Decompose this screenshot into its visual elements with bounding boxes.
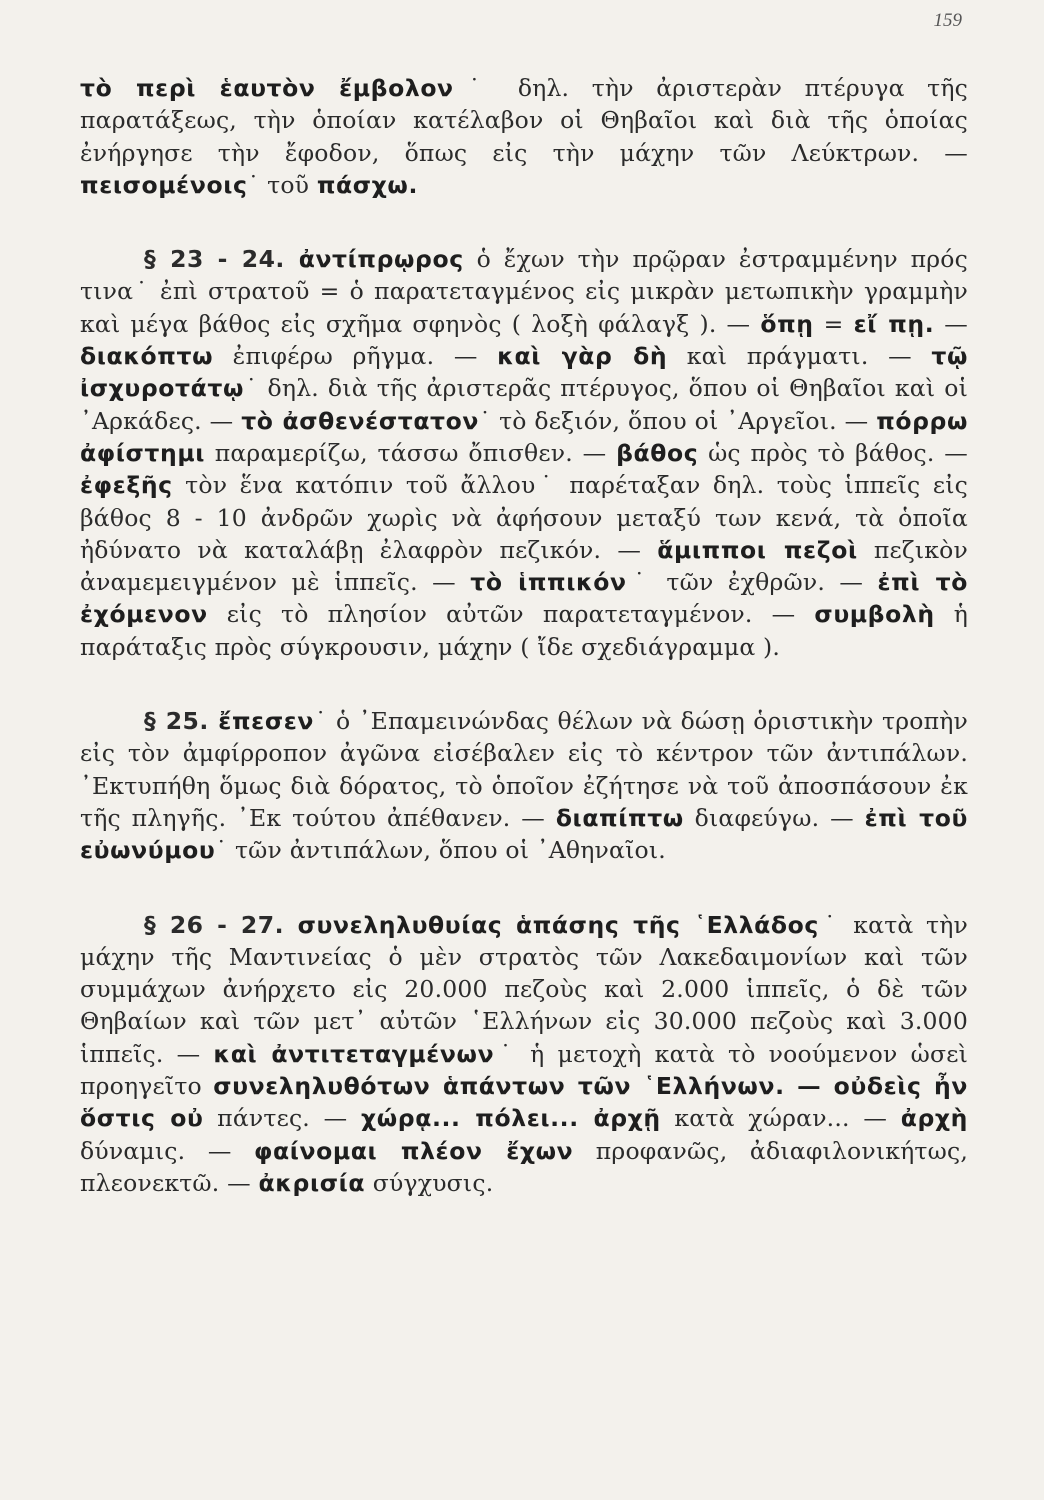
lemma-term: τὸ περὶ ἑαυτὸν ἔμβολον	[80, 74, 454, 102]
gloss-text: δύναμις. —	[80, 1136, 255, 1165]
lemma-term: διαπίπτω	[555, 803, 684, 832]
gloss-text: προφανῶς, ἀδιαφιλονικήτως, πλεονεκτῶ. —	[80, 1136, 968, 1197]
gloss-text: ὁ ἔχων τὴν πρῷραν ἐστραμμένην πρός τινα˙ ἐπὶ στρατοῦ = ὁ παρατεταγμένος εἰς μικρὰν μετωπικὴν γραμμὴν καὶ μέγα βάθος εἰς σχῆμα σφηνὸς ( λοξὴ φάλαγξ ). —	[80, 245, 969, 338]
gloss-text: κατὰ χώραν... —	[660, 1104, 901, 1133]
lemma-term: ἀντίπρῳρος	[298, 245, 464, 274]
lemma-term: χώρᾳ... πόλει... ἀρχῇ	[361, 1104, 661, 1133]
lemma-term: ἔπεσεν	[218, 707, 315, 736]
gloss-text: ˙ τῶν ἀντιπάλων, ὅπου οἱ ᾿Αθηναῖοι.	[215, 836, 666, 865]
page-number: 159	[933, 10, 962, 31]
gloss-text: ˙ τῶν ἐχθρῶν. —	[626, 568, 878, 597]
lemma-term: ὅπῃ	[760, 309, 814, 338]
section-number: § 25.	[144, 707, 219, 736]
section-number: § 23 - 24.	[144, 245, 299, 274]
gloss-text: καὶ πράγματι. —	[667, 342, 932, 371]
paragraph	[80, 72, 968, 201]
lemma-term: ἀρχὴ	[900, 1104, 968, 1133]
lemma-term: ἐπὶ τοῦ εὐωνύμου	[80, 803, 968, 865]
lemma-term: ἅμιπποι πεζοὶ	[657, 535, 858, 564]
lemma-term: συνεληλυθυίας ἁπάσης τῆς ῾Ελλάδος	[297, 910, 819, 939]
paragraph	[80, 909, 968, 1200]
lemma-term: συνεληλυθότων ἁπάντων τῶν ῾Ελλήνων. — οὐδεὶς ἦν ὅστις οὐ	[80, 1072, 968, 1133]
lemma-term: ἐπὶ τὸ ἐχόμενον	[80, 568, 968, 629]
lemma-term: πεισομένοις	[80, 170, 248, 199]
gloss-text: εἰς τὸ πλησίον αὐτῶν παρατεταγμένον. —	[207, 600, 815, 629]
lemma-term: τῷ ἰσχυροτάτῳ	[80, 342, 968, 403]
gloss-text: ˙ ὁ ᾿Επαμεινώνδας θέλων νὰ δώσῃ ὁριστικὴν τροπὴν εἰς τὸν ἀμφίρροπον ἀγῶνα εἰσέβαλεν εἰς τὸ κέντρον τῶν ἀντιπάλων. ᾿Εκτυπήθη ὅμως διὰ δόρατος, τὸ ὁποῖον ἐζήτησε νὰ τοῦ ἀποσπάσουν ἐκ τῆς πληγῆς. ᾿Εκ τούτου ἀπέθανεν. —	[80, 707, 968, 832]
lemma-term: ἀκρισία	[258, 1168, 366, 1197]
lemma-term: τὸ ἱππικόν	[470, 568, 627, 597]
paragraph	[80, 243, 968, 663]
lemma-term: ἐφεξῆς	[80, 471, 173, 500]
gloss-text: ˙ τὸ δεξιόν, ὅπου οἱ ᾿Αργεῖοι. —	[479, 406, 877, 435]
gloss-text: ˙ δηλ. διὰ τῆς ἀριστερᾶς πτέρυγος, ὅπου οἱ Θηβαῖοι καὶ οἱ ᾿Αρκάδες. —	[80, 374, 968, 435]
lemma-term: πόρρω ἀφίστημι	[80, 406, 968, 467]
gloss-text: πάντες. —	[203, 1104, 361, 1133]
gloss-text: ˙ ἡ μετοχὴ κατὰ τὸ νοούμενον ὡσεὶ προηγεῖτο	[80, 1039, 968, 1101]
gloss-text: διαφεύγω. —	[683, 803, 865, 832]
lemma-term: τὸ ἀσθενέστατον	[241, 406, 480, 435]
gloss-text: ˙ τοῦ	[247, 170, 317, 199]
gloss-text: σύγχυσις.	[365, 1168, 494, 1197]
gloss-text: πεζικὸν ἀναμεμειγμένον μὲ ἱππεῖς. —	[80, 535, 968, 597]
gloss-text: —	[934, 309, 969, 338]
gloss-text: ἡ παράταξις πρὸς σύγκρουσιν, μάχην ( ἴδε σχεδιάγραμμα ).	[80, 600, 969, 661]
lemma-term: συμβολὴ	[814, 600, 935, 629]
lemma-term: καὶ ἀντιτεταγμένων	[213, 1039, 495, 1068]
gloss-text: ὡς πρὸς τὸ βάθος. —	[698, 438, 968, 467]
gloss-text: =	[813, 309, 854, 338]
gloss-text: ˙ κατὰ τὴν μάχην τῆς Μαντινείας ὁ μὲν στρατὸς τῶν Λακεδαιμονίων καὶ τῶν συμμάχων ἀνήρχετο εἰς 20.000 πεζοὺς καὶ 2.000 ἱππεῖς, ὁ δὲ τῶν Θηβαίων καὶ τῶν μετ᾿ αὐτῶν ῾Ελλήνων εἰς 30.000 πεζοὺς καὶ 3.000 ἱππεῖς. —	[80, 910, 969, 1068]
commentary-text	[80, 72, 968, 1199]
lemma-term: διακόπτω	[80, 342, 214, 371]
gloss-text: ἐπιφέρω ρῆγμα. —	[213, 342, 498, 371]
section-number: § 26 - 27.	[144, 910, 298, 939]
lemma-term: βάθος	[616, 438, 699, 467]
paragraph	[80, 705, 968, 866]
lemma-term: καὶ γὰρ δὴ	[497, 342, 668, 371]
gloss-text: τὸν ἕνα κατόπιν τοῦ ἄλλου˙ παρέταξαν δηλ. τοὺς ἱππεῖς εἰς βάθος 8 - 10 ἀνδρῶν χωρὶς νὰ ἀφήσουν μεταξύ των κενά, τὰ ὁποῖα ἠδύνατο νὰ καταλάβῃ ἐλαφρὸν πεζικόν. —	[80, 471, 968, 564]
gloss-text: παραμερίζω, τάσσω ὄπισθεν. —	[204, 438, 617, 467]
lemma-term: φαίνομαι πλέον ἔχων	[254, 1136, 574, 1165]
lemma-term: πάσχω.	[316, 170, 418, 199]
gloss-text: ˙ δηλ. τὴν ἀριστερὰν πτέρυγα τῆς παρατάξεως, τὴν ὁποίαν κατέλαβον οἱ Θηβαῖοι καὶ διὰ τῆς ὁποίας ἐνήργησε τὴν ἔφοδον, ὅπως εἰς τὴν μάχην τῶν Λεύκτρων. —	[80, 74, 968, 167]
lemma-term: εἴ πῃ.	[853, 309, 935, 338]
